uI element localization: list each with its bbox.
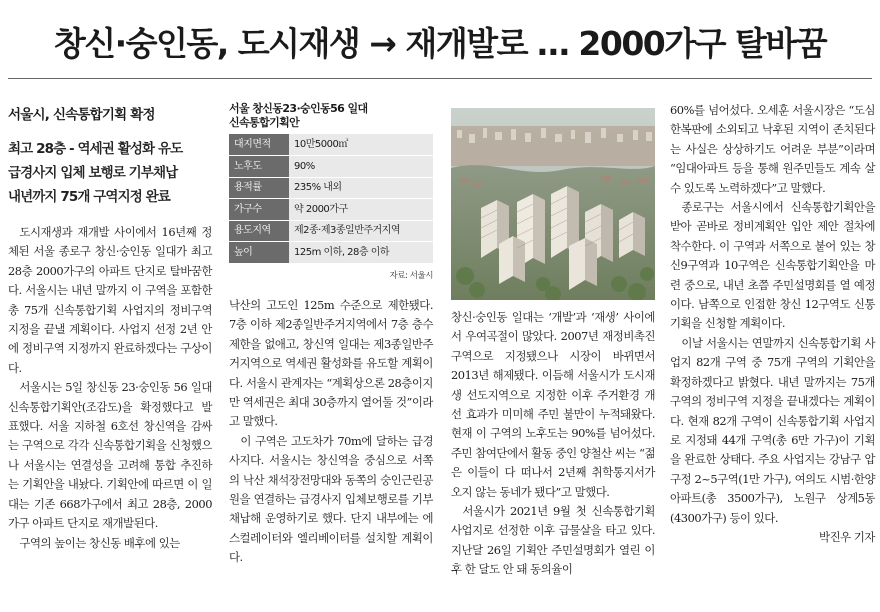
- body-paragraph: 이날 서울시는 연말까지 신속통합기획 사업지 82개 구역 중 75개 구역의 기획안을 확정하겠다고 밝혔다. 내년 말까지는 75개 구역의 정비구역 지정을 끝내겠다는 계획이다. 현재 82개 구역이 신속통합기획 사업지로 지정돼 44개 구역(총 6만 가구)이 기획을 완료한 상태다. 주요 사업지는 강남구 압구정 2~5구역(1만 가구), 여의도 시범·한양아파트(총 3500가구), 노원구 상계5동(4300가구) 등이 있다.: [670, 335, 875, 525]
- table-key: 용도지역: [229, 220, 289, 242]
- fact-table-box: [229, 102, 433, 286]
- body-paragraph: 창신·숭인동 일대는 ‘개발’과 ‘재생’ 사이에서 우여곡절이 많았다. 2007년 재정비촉진구역으로 지정됐으나 시장이 바뀌면서 2013년 해제됐다. 이듬해 서울시가 도시재생 선도지역으로 지정한 이후 주거환경 개선 효과가 미미해 주민 불만이 누적돼왔다. 현재 이 구역의 노후도는 90%를 넘어섰다. 주민 참여단에서 활동 중인 양철산 씨는 “젊은 이들이 다 떠나서 2년째 취학통지서가 오지 않는 동네가 됐다”고 말했다.: [451, 310, 655, 499]
- top-rule: [8, 78, 872, 79]
- table-row: [229, 242, 433, 264]
- aerial-rendering-photo: [451, 108, 655, 300]
- table-key: 용적률: [229, 177, 289, 199]
- table-row: [229, 134, 433, 156]
- headline: 창신·숭인동, 도시재생 → 재개발로 … 2000가구 탈바꿈: [53, 24, 827, 63]
- body-paragraph: 서울시가 2021년 9월 첫 신속통합기획 사업지로 선정한 이후 급물살을 타고 있다. 지난달 26일 기획안 주민설명회가 열린 이후 한 달도 안 돼 동의율이: [451, 504, 655, 577]
- table-row: [229, 177, 433, 199]
- table-row: [229, 220, 433, 242]
- deck-line: 최고 28층 - 역세권 활성화 유도: [8, 141, 183, 157]
- body-paragraph: 낙산의 고도인 125m 수준으로 제한됐다. 7층 이하 제2종일반주거지역에서 7층 층수 제한을 없애고, 창신역 일대는 제3종일반주거지역으로 역세권 활성화를 유도할 계획이다. 서울시 관계자는 “계획상으론 28층이지만 역세권은 최대 30층까지 열어둘 것”이라고 말했다.: [229, 297, 433, 429]
- fact-table-title: [229, 102, 433, 130]
- table-key: 가구수: [229, 199, 289, 221]
- deck-line: 내년까지 75개 구역지정 완료: [8, 189, 170, 205]
- fact-table-title-line: 서울 창신동23·숭인동56 일대: [229, 102, 368, 115]
- body-paragraph: 구역의 높이는 창신동 배후에 있는: [19, 535, 180, 550]
- table-value: 제2종·제3종일반주거지역: [289, 220, 433, 242]
- column-2: [229, 96, 433, 568]
- column-1: [8, 96, 212, 553]
- body-paragraph: 이 구역은 고도차가 70m에 달하는 급경사지다. 서울시는 창신역을 중심으로 서쪽의 낙산 채석장전망대와 동쪽의 숭인근린공원을 연결하는 급경사지 입체보행로를 기부채납해 운영하기로 했다. 단지 내부에는 에스컬레이터와 엘리베이터를 설치할 계획이다.: [229, 433, 433, 565]
- table-value: 10만5000㎡: [289, 134, 433, 156]
- byline: 박진우 기자: [819, 529, 875, 544]
- column-3: [451, 96, 655, 580]
- table-value: 약 2000가구: [289, 199, 433, 221]
- table-key: 높이: [229, 242, 289, 264]
- table-value: 125m 이하, 28층 이하: [289, 242, 433, 264]
- table-key: 대지면적: [229, 134, 289, 156]
- table-row: [229, 156, 433, 178]
- table-source: 자료: 서울시: [389, 270, 433, 281]
- fact-table: [229, 134, 433, 264]
- kicker: 서울시, 신속통합기획 확정: [8, 107, 155, 123]
- body-paragraph: 서울시는 5일 창신동 23·숭인동 56 일대 신속통합기획안(조감도)을 확정했다고 발표했다. 서울 지하철 6호선 창신역을 감싸는 구역으로 각각 신속통합기획을 신청했으나 서울시는 연결성을 고려해 통합 추진하는 기획안을 내놨다. 기획안에 따르면 이 일대는 기존 668가구에서 최고 28층, 2000가구 아파트 단지로 재개발된다.: [8, 380, 212, 531]
- column-4: [670, 101, 875, 547]
- body-paragraph: 종로구는 서울시에서 신속통합기획안을 받아 곧바로 정비계획안 입안 제안 절차에 착수한다. 이 구역과 서쪽으로 붙어 있는 창신9구역과 10구역은 신속통합기획안을 마련 중으로, 내년 초쯤 주민설명회를 열 예정이다. 남쪽으로 인접한 창신 12구역도 신통기획을 신청할 계획이다.: [670, 200, 875, 331]
- table-row: [229, 199, 433, 221]
- deck-line: 급경사지 입체 보행로 기부채납: [8, 165, 178, 181]
- body-paragraph: 60%를 넘어섰다. 오세훈 서울시장은 “도심 한복판에 소외되고 낙후된 지역이 존치된다는 사실은 상상하기도 어려운 부분”이라며 “임대아파트 등을 통해 원주민들도 계속 살 수 있도록 노력하겠다”고 말했다.: [670, 103, 875, 195]
- table-value: 235% 내외: [289, 177, 433, 199]
- fact-table-title-line: 신속통합기획안: [229, 116, 300, 129]
- table-key: 노후도: [229, 156, 289, 178]
- body-paragraph: 도시재생과 재개발 사이에서 16년째 정체된 서울 종로구 창신·숭인동 일대가 최고 28층 2000가구의 아파트 단지로 탈바꿈한다. 서울시는 내년 말까지 이 구역을 포함한 총 75개 신속통합기획 사업지의 정비구역 지정을 끝낼 계획이다. 사업지 선정 2년 안에 정비구역 지정까지 완료하겠다는 구상이다.: [8, 225, 212, 375]
- table-value: 90%: [289, 156, 433, 178]
- deck: [8, 137, 212, 209]
